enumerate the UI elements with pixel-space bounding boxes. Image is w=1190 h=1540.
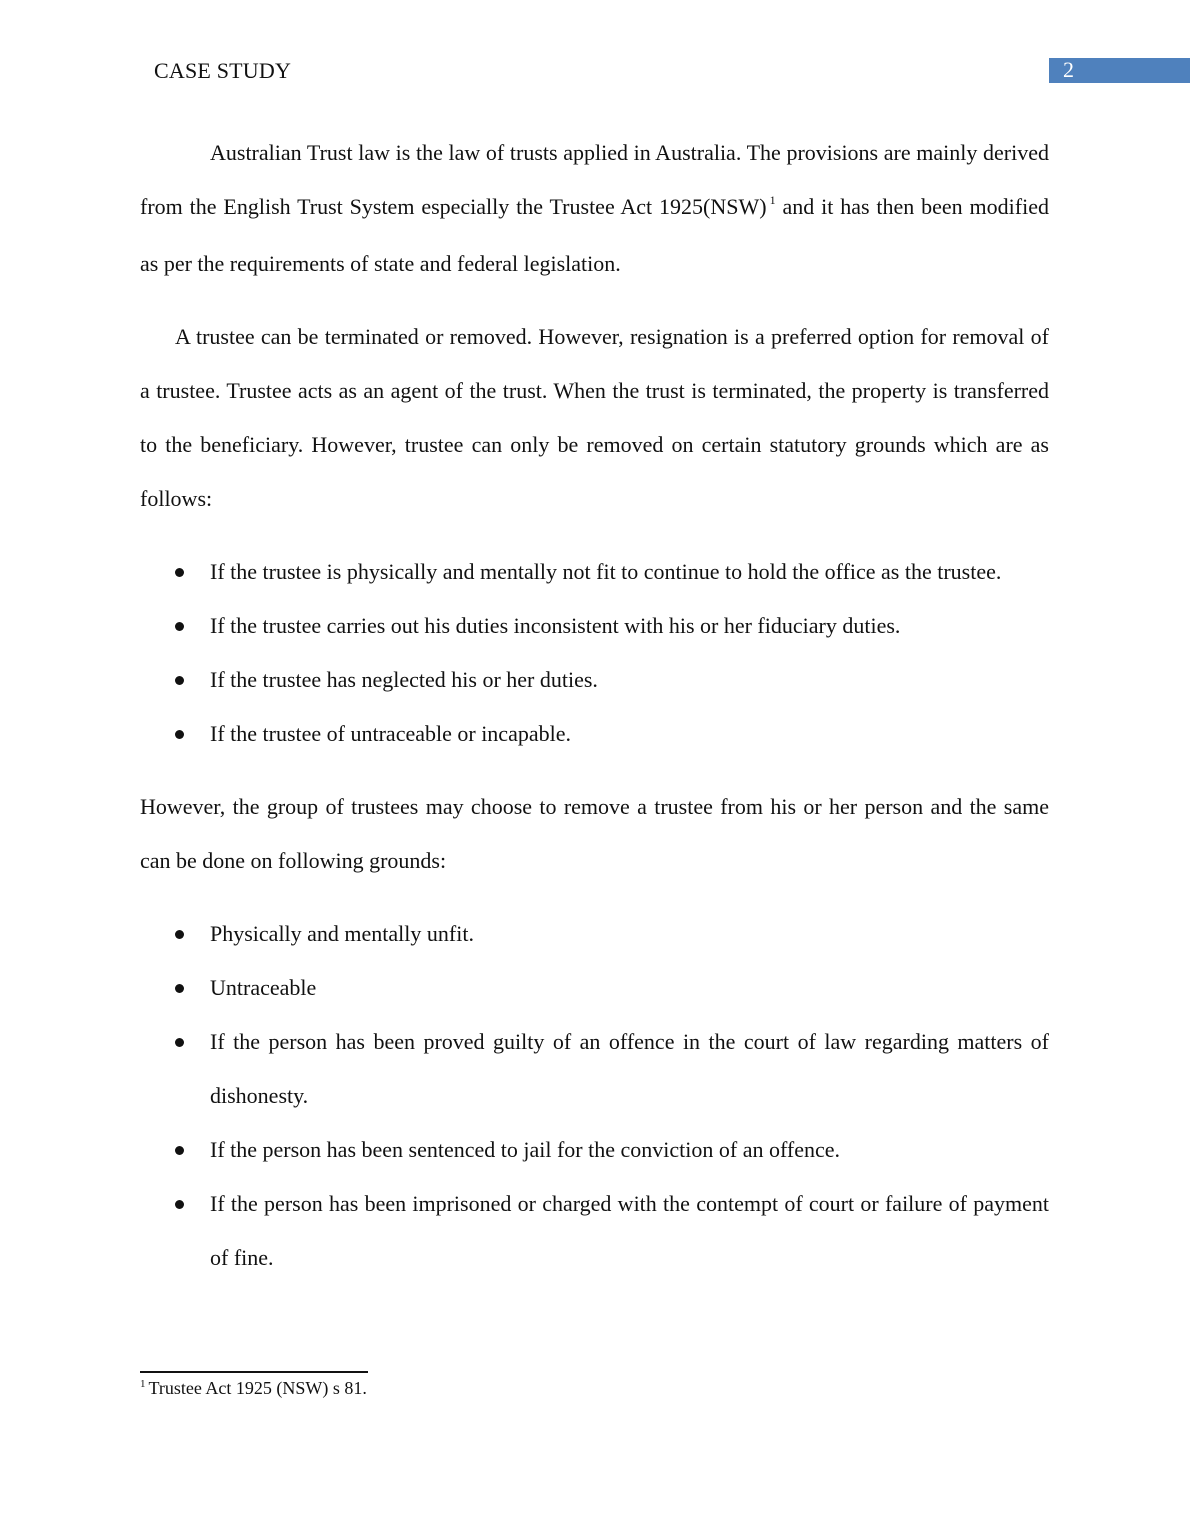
list-item	[140, 961, 1049, 1015]
document-body	[140, 126, 1049, 1285]
list-item	[140, 1015, 1049, 1123]
list-item-text: If the person has been proved guilty of an offence in the court of law regarding matters of dishonesty.	[210, 1029, 1049, 1108]
bullet-icon	[175, 730, 184, 739]
list-item-text: Physically and mentally unfit.	[210, 921, 474, 946]
paragraph-intro-text-continued: and it has then been modified as per the requirements of state and federal legislation.	[140, 194, 1049, 276]
list-item	[140, 653, 1049, 707]
list-item	[140, 907, 1049, 961]
page-number: 2	[1063, 57, 1074, 82]
bullet-icon	[175, 1200, 184, 1209]
paragraph-removal: A trustee can be terminated or removed. However, resignation is a preferred option for removal of a trustee. Trustee acts as an agent of the trust. When the trust is terminated, the property is transferred to the beneficiary. However, trustee can only be removed on certain statutory grounds which are as follows:	[140, 324, 1049, 511]
list-item-text: Untraceable	[210, 975, 317, 1000]
list-item-text: If the trustee has neglected his or her duties.	[210, 667, 598, 692]
list-item	[140, 707, 1049, 761]
paragraph-group-removal: However, the group of trustees may choose to remove a trustee from his or her person and the same can be done on following grounds:	[140, 794, 1049, 873]
bullet-icon	[175, 984, 184, 993]
page-header-title: CASE STUDY	[154, 58, 292, 83]
bullet-icon	[175, 1038, 184, 1047]
bullet-icon	[175, 568, 184, 577]
list-item	[140, 599, 1049, 653]
footnote-text: Trustee Act 1925 (NSW) s 81.	[148, 1378, 367, 1398]
footnote-separator	[140, 1371, 368, 1373]
paragraph-intro	[140, 126, 1049, 291]
list-item	[140, 545, 1049, 599]
list-item-text: If the trustee carries out his duties inconsistent with his or her fiduciary duties.	[210, 613, 901, 638]
bullet-icon	[175, 622, 184, 631]
footnote-reference[interactable]: 1	[769, 193, 776, 207]
list-item	[140, 1177, 1049, 1285]
list-item-text: If the trustee is physically and mentally not fit to continue to hold the office as the trustee.	[210, 559, 1002, 584]
group-removal-grounds-list	[140, 907, 1049, 1285]
paragraph-intro-text: Australian Trust law is the law of trusts applied in Australia. The provisions are mainly derived from the English Trust System especially the Trustee Act 1925(NSW)	[140, 140, 1049, 219]
bullet-icon	[175, 930, 184, 939]
list-item-text: If the person has been imprisoned or charged with the contempt of court or failure of payment of fine.	[210, 1191, 1049, 1270]
list-item-text: If the trustee of untraceable or incapable.	[210, 721, 571, 746]
footnote-marker: 1	[140, 1378, 146, 1390]
bullet-icon	[175, 1146, 184, 1155]
bullet-icon	[175, 676, 184, 685]
list-item	[140, 1123, 1049, 1177]
page-number-badge	[1049, 58, 1190, 83]
footnote	[140, 1376, 367, 1403]
statutory-grounds-list	[140, 545, 1049, 761]
list-item-text: If the person has been sentenced to jail for the conviction of an offence.	[210, 1137, 841, 1162]
